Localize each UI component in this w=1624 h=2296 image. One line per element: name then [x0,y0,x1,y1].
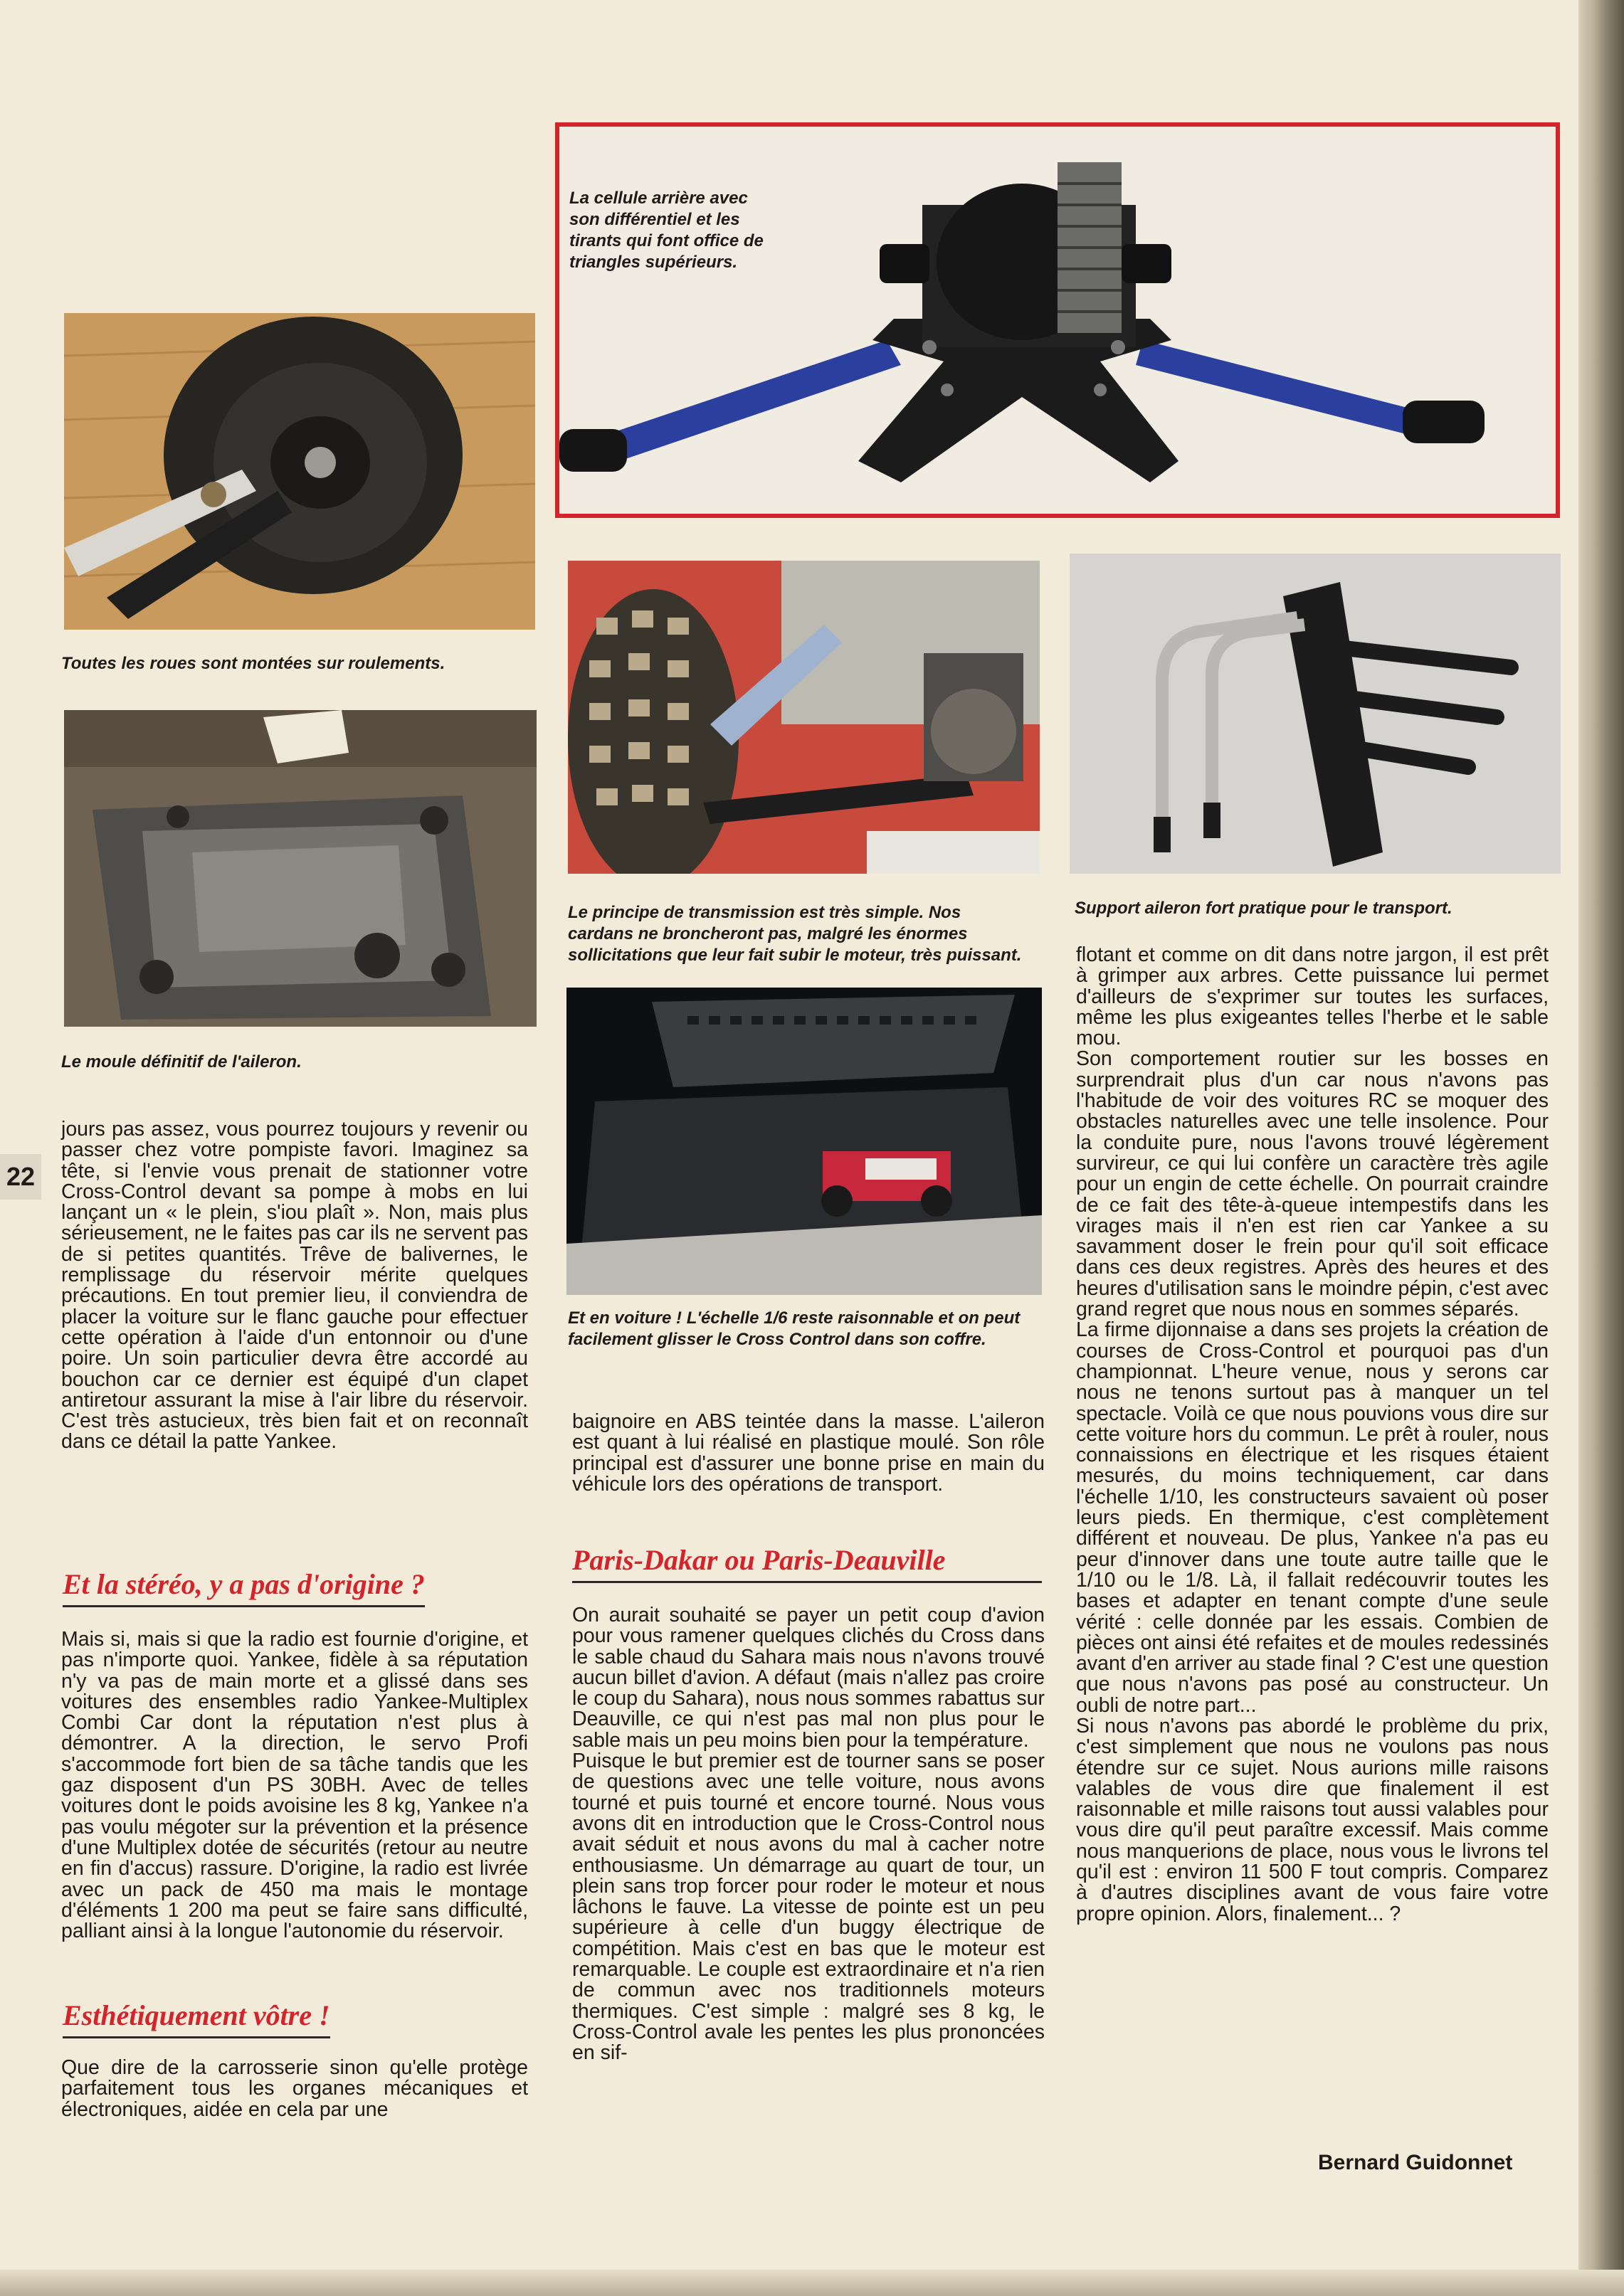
rear-cell-photo [559,127,1556,514]
paragraph: On aurait souhaité se payer un petit coup d'avion pour vous ramener quelques clichés du Cross dans le sable chaud du Sahara mais nous n'avons trouvé aucun billet d'avion. A défaut (mais n'allez pas croire le coup du Sahara), nous nous sommes rabattus sur Deauville, ce qui n'est pas mal non plus pour le sable mais un peu moins bien pour la température. [572,1604,1045,1752]
paragraph: Son comportement routier sur les bosses en surprendrait plus d'un car nous n'avons pas l'habitude de voir des voitures RC se moquer des obstacles naturelles avec une telle insolence. Pour la conduite pure, nous l'avons trouvé légèrement survireur, ce qui lui confère un caractère très agile pour un engin de cette échelle. On pourrait craindre de ce fait des tête-à-queue intempestifs dans les virages mais il n'en est rien car Yankee a su savamment doser le frein pour qu'il soit efficace dans ces deux registres. Après des heures et des heures d'utilisation sans le moindre pépin, c'est avec grand regret que nous nous en sommes séparés. [1076,1047,1549,1321]
column-3-text [1076,945,1549,1925]
car-trunk-photo [566,988,1042,1295]
paragraph: Que dire de la carrosserie sinon qu'elle protège parfaitement tous les organes mécaniques et électroniques, aidée en cela par une [61,2056,528,2121]
caption-wing-support: Support aileron fort pratique pour le transport. [1075,899,1452,918]
author-signature: Bernard Guidonnet [1318,2151,1513,2174]
paragraph: flotant et comme on dit dans notre jargon, il est prêt à grimper aux arbres. Cette puissance lui permet d'ailleurs de s'exprimer sur toutes les surfaces, même les plus exigeantes telles l'herbe et le sable mou. [1076,943,1549,1050]
caption-in-car: Et en voiture ! L'échelle 1/6 reste raisonnable et on peut facilement glisser le Cross Control dans son coffre. [568,1308,1021,1349]
paragraph: baignoire en ABS teintée dans la masse. L'aileron est quant à lui réalisé en plastique moulé. Son rôle principal est d'assurer une bonne prise en main du véhicule lors des opérations de transport. [572,1410,1045,1496]
paragraph: Mais si, mais si que la radio est fournie d'origine, et pas n'importe quoi. Yankee, fidèle à sa réputation n'y va pas de main morte et a glissé dans ses voitures des ensembles radio Yankee-Multiplex Combi Car dont la réputation n'est plus à démontrer. A la direction, le servo Profi s'accommode fort bien de sa tâche tandis que les gaz disposent d'un PS 30BH. Avec de telles voitures dont le poids avoisine les 8 kg, Yankee n'a pas voulu mégoter sur la prévention et la présence d'une Multiplex dotée de sécurités (retour au neutre en fin d'accus) rassure. D'origine, la radio est livrée avec un pack de 450 ma mais le montage d'éléments 1 200 ma peut se faire sans difficulté, palliant ainsi à la longue l'autonomie du réservoir. [61,1628,528,1943]
transmission-photo [568,561,1040,874]
page-number: 22 [0,1154,41,1200]
paragraph: La firme dijonnaise a dans ses projets la création de courses de Cross-Control et pourquoi pas d'un championnat. L'heure venue, nous y serons car nous ne tenons surtout pas à manquer un tel spectacle. Voilà ce que nous pouvions vous dire sur cette voiture hors du commun. Le prêt à rouler, nous connaissions en électrique et les risques étaient mesurés, du moins techniquement, car dans l'échelle 1/10, les constructeurs savaient où poser leurs pieds. En thermique, c'est complètement différent et nouveau. De plus, Yankee n'a pas eu peur d'innover dans une toute autre taille que le 1/10 ou le 1/8. Là, il fallait redécouvrir toutes les bases et adapter en tenant compte d'une seule vérité : celle donnée par les essais. Combien de pièces ont ainsi été refaites et de moules redessinés avant d'en arriver au stade final ? C'est une question que nous n'avons pas posé au constructeur. Un oubli de notre part... [1076,1318,1549,1717]
paragraph: jours pas assez, vous pourrez toujours y revenir ou passer chez votre pompiste favori. Imaginez sa tête, si l'envie vous prenait de stationner votre Cross-Control devant sa pompe à mobs en lui lançant un « le plein, s'iou plaît ». Non, mais plus sérieusement, ne le faites pas car ils ne servent pas de si petites quantités. Trêve de balivernes, le remplissage du réservoir mérite quelques précautions. En tout premier lieu, il conviendra de placer la voiture sur le flanc gauche pour effectuer cette opération à l'aide d'un entonnoir ou d'une poire. Un soin particulier devra être accordé au bouchon car ce dernier est équipé d'un clapet antiretour assurant la mise à l'air libre du réservoir. C'est très astucieux, très bien fait et on reconnaît dans ce détail la patte Yankee. [61,1118,528,1454]
wing-support-photo [1070,554,1561,874]
column-1-intro [61,1119,528,1453]
column-1-radio [61,1629,528,1942]
caption-rear-cell: La cellule arrière avec son différentiel et les tirants qui font office de triangles supérieurs. [569,189,764,272]
heading-paris-dakar: Paris-Dakar ou Paris-Deauville [572,1544,1042,1583]
wheel-photo [64,313,535,630]
caption-mold: Le moule définitif de l'aileron. [61,1052,302,1072]
heading-esthetique: Esthétiquement vôtre ! [63,1999,330,2038]
caption-transmission: Le principe de transmission est très simple. Nos cardans ne broncheront pas, malgré les énormes sollicitations que leur fait subir le moteur, très puissant. [568,903,1022,965]
heading-stereo: Et la stéréo, y a pas d'origine ? [63,1568,425,1607]
mold-photo [64,710,537,1027]
column-2-text [572,1605,1045,2064]
paragraph: Si nous n'avons pas abordé le problème du prix, c'est simplement que nous ne voulons pas nous étendre sur ce sujet. Nous aurions mille raisons valables de vous dire que finalement il est raisonnable et mille raisons tout aussi valables pour vous dire qu'il peut paraître excessif. Mais comme nous manquerions de place, nous vous le livrons tel qu'il est : environ 11 500 F tout compris. Comparez à d'autres disciplines avant de vous faire votre propre opinion. Alors, finalement... ? [1076,1714,1549,1925]
column-1-body-start [61,2058,528,2120]
column-2-body-cont [572,1412,1045,1495]
paragraph: Puisque le but premier est de tourner sans se poser de questions avec une telle voiture, nous avons tourné et puis tourné et encore tourné. Nous vous avons dit en introduction que le Cross-Control nous avait séduit et nous avons du mal à cacher notre enthousiasme. Un démarrage au quart de tour, un plein sans trop forcer pour roder le moteur et nous lâchons le fauve. La vitesse de pointe est un peu supérieure à celle d'un buggy électrique de compétition. Mais c'est en bas que le moteur est remarquable. Le couple est extraordinaire et n'a rien de commun avec nos traditionnels moteurs thermiques. C'est simple : malgré ses 8 kg, le Cross-Control avale les pentes les plus prononcées en sif- [572,1750,1045,2065]
page-bottom-edge [0,2270,1624,2296]
page-edge-shadow [1578,0,1624,2296]
caption-wheels: Toutes les roues sont montées sur roulements. [61,654,445,673]
